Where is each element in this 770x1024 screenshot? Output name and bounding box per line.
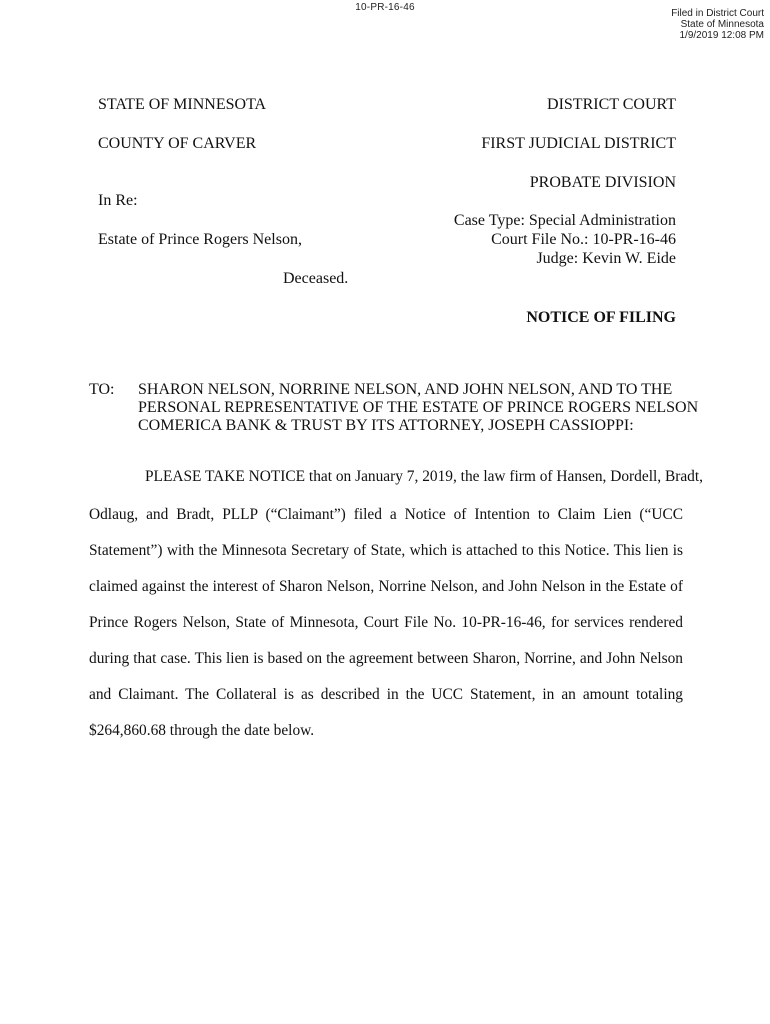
addressee-line: PERSONAL REPRESENTATIVE OF THE ESTATE OF PRINCE ROGERS NELSON (138, 399, 699, 416)
caption-court: DISTRICT COURT (547, 96, 676, 113)
document-title: NOTICE OF FILING (526, 309, 676, 326)
caption-district: FIRST JUDICIAL DISTRICT (481, 135, 676, 152)
paragraph-line: PLEASE TAKE NOTICE that on January 7, 2019, the law firm of Hansen, Dordell, Bradt, (145, 468, 703, 485)
addressee-line: COMERICA BANK & TRUST BY ITS ATTORNEY, JOSEPH CASSIOPPI: (138, 417, 634, 434)
caption-in-re: In Re: (98, 192, 138, 209)
paragraph-line: and Claimant. The Collateral is as described in the UCC Statement, in an amount totaling (89, 686, 683, 703)
caption-state: STATE OF MINNESOTA (98, 96, 267, 113)
filed-stamp-line-datetime: 1/9/2019 12:08 PM (679, 30, 764, 41)
caption-county: COUNTY OF CARVER (98, 135, 257, 152)
caption-division: PROBATE DIVISION (529, 174, 676, 191)
caption-estate: Estate of Prince Rogers Nelson, (98, 231, 302, 248)
filed-stamp (671, 8, 764, 41)
filed-stamp-line-court: Filed in District Court (671, 8, 764, 19)
filed-stamp-line-state: State of Minnesota (680, 19, 764, 30)
paragraph-line: Prince Rogers Nelson, State of Minnesota, Court File No. 10-PR-16-46, for services rendered (89, 614, 683, 631)
addressee-label: TO: (89, 381, 115, 398)
caption-deceased: Deceased. (283, 270, 349, 287)
file-number-stamp: 10-PR-16-46 (355, 2, 415, 13)
addressee-line: SHARON NELSON, NORRINE NELSON, AND JOHN NELSON, AND TO THE (138, 381, 673, 398)
judge: Judge: Kevin W. Eide (536, 250, 676, 267)
court-file-number: Court File No.: 10-PR-16-46 (491, 231, 676, 248)
paragraph-line: during that case. This lien is based on the agreement between Sharon, Norrine, and John Nelson (89, 650, 683, 667)
paragraph-line: $264,860.68 through the date below. (89, 722, 315, 739)
paragraph-line: Statement”) with the Minnesota Secretary of State, which is attached to this Notice. This lien is (89, 542, 683, 559)
case-type: Case Type: Special Administration (453, 212, 676, 229)
addressee-block (138, 381, 699, 435)
paragraph-line: Odlaug, and Bradt, PLLP (“Claimant”) filed a Notice of Intention to Claim Lien (“UCC (89, 506, 683, 523)
paragraph-line: claimed against the interest of Sharon Nelson, Norrine Nelson, and John Nelson in the Estate of (89, 578, 683, 595)
